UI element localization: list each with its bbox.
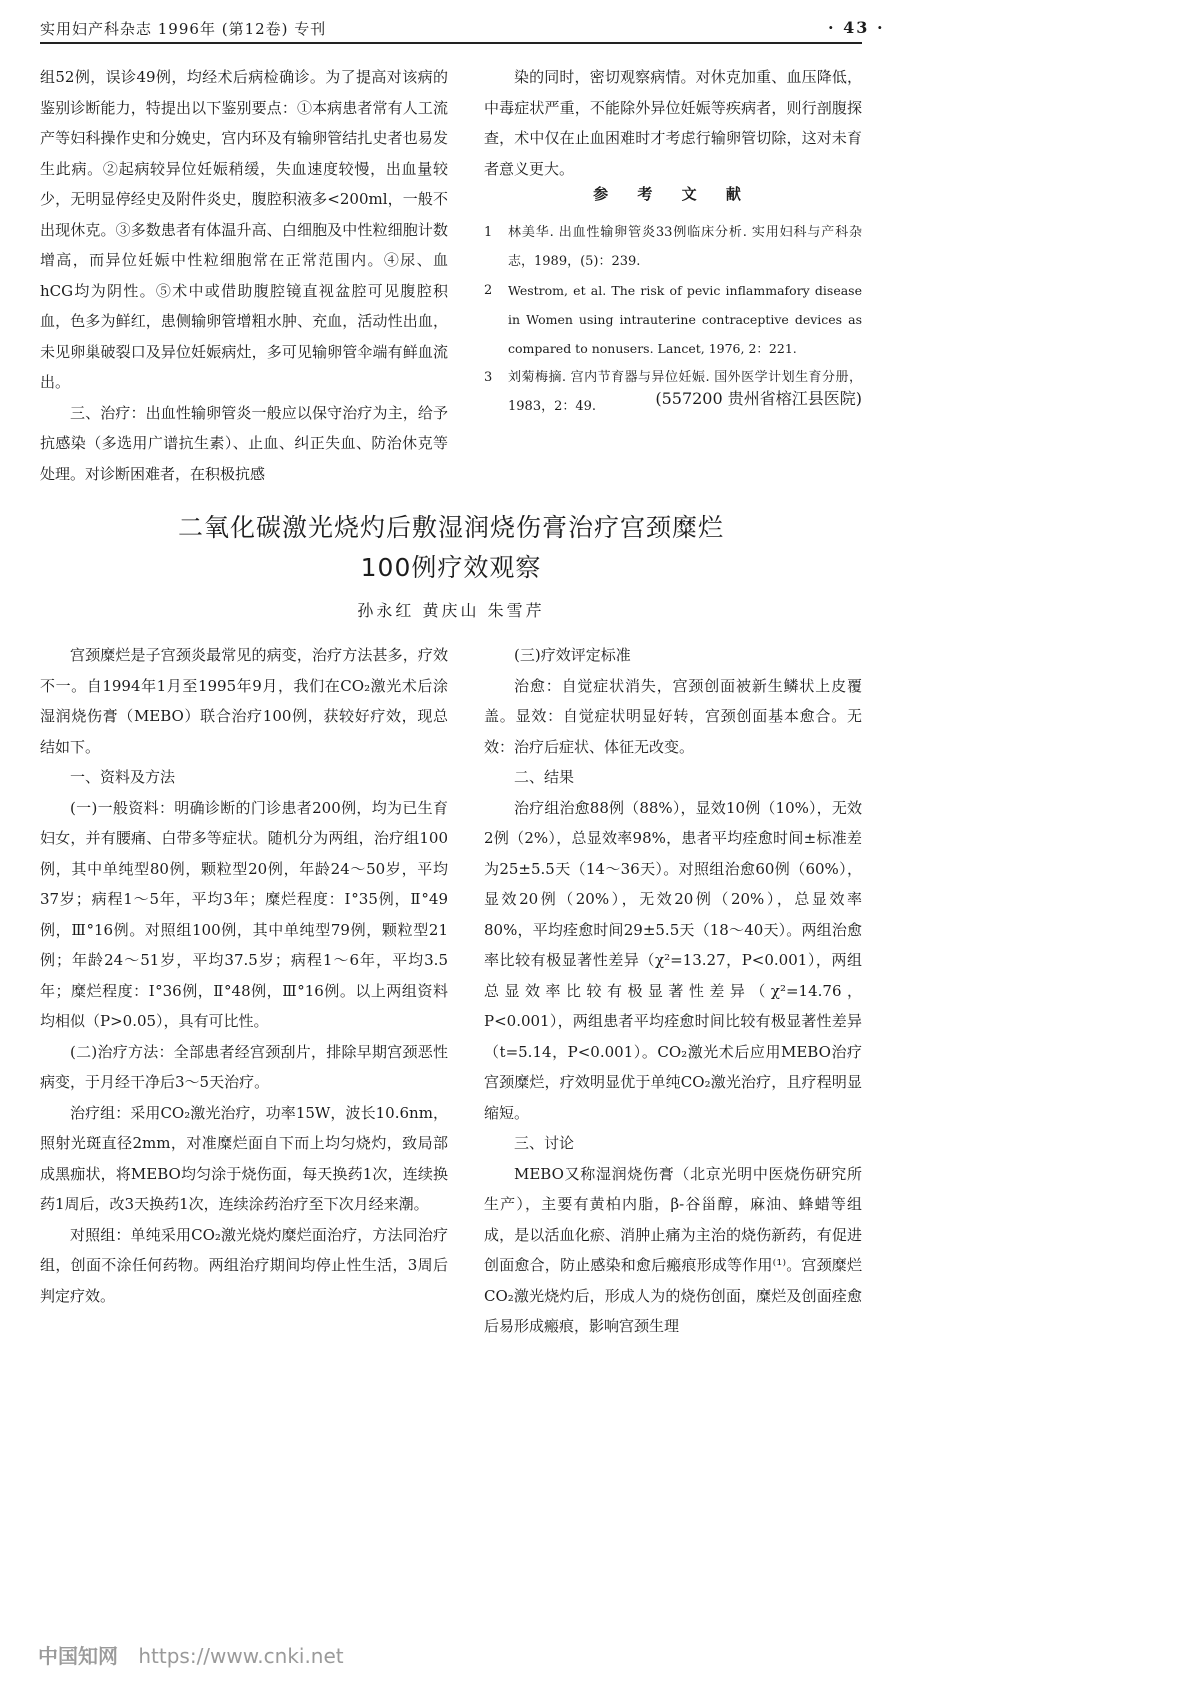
references-title: 参 考 文 献 xyxy=(593,185,753,203)
reference-number: 3 xyxy=(484,370,493,385)
article-paragraph: 治疗组治愈88例（88%），显效10例（10%），无效2例（2%），总显效率98%，患者平均痊愈时间±标准差为25±5.5天（14～36天）。对照组治愈60例（60%），显效20例（20%），无效20例（20%），总显效率80%，平均痊愈时间29±5.5天（18～40天）。两组治愈率比较有极显著性差异（χ²=13.27，P<0.001），两组总显效率比较有极显著性差异（χ²=14.76，P<0.001），两组患者平均痊愈时间比较有极显著性差异（t=5.14，P<0.001）。CO₂激光术后应用MEBO治疗宫颈糜烂，疗效明显优于单纯CO₂激光治疗，且疗程明显缩短。 xyxy=(484,798,862,1122)
article-paragraph: 对照组：单纯采用CO₂激光烧灼糜烂面治疗，方法同治疗组，创面不涂任何药物。两组治疗期间均停止性生活，3周后判定疗效。 xyxy=(40,1225,448,1305)
article-paragraph: (一)一般资料：明确诊断的门诊患者200例，均为已生育妇女，并有腰痛、白带多等症状。随机分为两组，治疗组100例，其中单纯型80例，颗粒型20例，年龄24～50岁，平均37岁；病程1～5年，平均3年；糜烂程度：Ⅰ°35例，Ⅱ°49例，Ⅲ°16例。对照组100例，其中单纯型79例，颗粒型21例；年龄24～51岁，平均37.5岁；病程1～6年，平均3.5年；糜烂程度：Ⅰ°36例，Ⅱ°48例，Ⅲ°16例。以上两组资料均相似（P>0.05），具有可比性。 xyxy=(40,798,448,1030)
footer-url[interactable]: https://www.cnki.net xyxy=(138,1644,344,1668)
article-paragraph: 治愈：自觉症状消失，宫颈创面被新生鳞状上皮覆盖。显效：自觉症状明显好转，宫颈创面基本愈合。无效：治疗后症状、体征无改变。 xyxy=(484,676,862,756)
prev-article-paragraph: 染的同时，密切观察病情。对休克加重、血压降低，中毒症状严重，不能除外异位妊娠等疾病者，则行剖腹探查，术中仅在止血困难时才考虑行输卵管切除，这对未育者意义更大。 xyxy=(484,68,862,178)
prev-article-right-column xyxy=(484,62,862,184)
article-paragraph: 三、讨论 xyxy=(514,1134,575,1152)
article-paragraph: (二)治疗方法：全部患者经宫颈刮片，排除早期宫颈恶性病变，于月经干净后3～5天治疗。 xyxy=(40,1042,448,1091)
affiliation: (557200 贵州省榕江县医院) xyxy=(655,389,862,408)
journal-header: 实用妇产科杂志 1996年 (第12卷) 专刊 xyxy=(40,20,327,38)
reference-number: 2 xyxy=(484,283,493,298)
reference-item xyxy=(484,218,862,276)
article-paragraph: (三)疗效评定标准 xyxy=(514,646,631,664)
article-paragraph: 宫颈糜烂是子宫颈炎最常见的病变，治疗方法甚多，疗效不一。自1994年1月至1995年9月，我们在CO₂激光术后涂湿润烧伤膏（MEBO）联合治疗100例，获较好疗效，现总结如下。 xyxy=(40,646,448,756)
cnki-logo-text: 中国知网 xyxy=(38,1644,118,1668)
prev-article-paragraph: 组52例，误诊49例，均经术后病检确诊。为了提高对该病的鉴别诊断能力，特提出以下鉴别要点：①本病患者常有人工流产等妇科操作史和分娩史，宫内环及有输卵管结扎史者也易发生此病。②起病较异位妊娠稍缓，失血速度较慢，出血量较少，无明显停经史及附件炎史，腹腔积液多<200ml，一般不出现休克。③多数患者有体温升高、白细胞及中性粒细胞计数增高，而异位妊娠中性粒细胞常在正常范围内。④尿、血hCG均为阴性。⑤术中或借助腹腔镜直视盆腔可见腹腔积血，色多为鲜红，患侧输卵管增粗水肿、充血，活动性出血，未见卵巢破裂口及异位妊娠病灶，多可见输卵管伞端有鲜血流出。 xyxy=(40,68,448,391)
footer-watermark xyxy=(38,1640,344,1669)
reference-text: 刘菊梅摘. 宫内节育器与异位妊娠. 国外医学计划生育分册，1983，2：49. xyxy=(508,370,862,414)
reference-text: Westrom, et al. The risk of pevic inflammafory disease in Women using intrauterine contraceptive devices as compared to nonusers. Lancet, 1976, 2：221. xyxy=(508,283,862,356)
reference-item xyxy=(484,276,862,363)
prev-article-left-column xyxy=(40,62,448,489)
article-title-line1: 二氧化碳激光烧灼后敷湿润烧伤膏治疗宫颈糜烂 xyxy=(177,513,724,542)
article-left-column xyxy=(40,640,448,1311)
article-title-line2: 100例疗效观察 xyxy=(360,553,542,582)
reference-number: 1 xyxy=(484,225,493,240)
reference-text: 林美华. 出血性输卵管炎33例临床分析. 实用妇科与产科杂志，1989，(5)：239. xyxy=(508,225,862,269)
article-authors: 孙永红 黄庆山 朱雪芹 xyxy=(357,601,545,620)
header-rule xyxy=(40,42,862,44)
prev-article-paragraph: 三、治疗：出血性输卵管炎一般应以保守治疗为主，给予抗感染（多选用广谱抗生素）、止血、纠正失血、防治休克等处理。对诊断困难者，在积极抗感 xyxy=(40,403,448,483)
article-paragraph: 二、结果 xyxy=(514,768,575,786)
article-right-column xyxy=(484,640,862,1342)
article-title xyxy=(40,508,862,588)
article-paragraph: 治疗组：采用CO₂激光治疗，功率15W，波长10.6nm，照射光斑直径2mm，对准糜烂面自下而上均匀烧灼，致局部成黑痂状，将MEBO均匀涂于烧伤面，每天换药1次，连续换药1周后，改3天换药1次，连续涂药治疗至下次月经来潮。 xyxy=(40,1103,448,1213)
article-paragraph: MEBO又称湿润烧伤膏（北京光明中医烧伤研究所生产），主要有黄柏内脂，β-谷甾醇，麻油、蜂蜡等组成，是以活血化瘀、消肿止痛为主治的烧伤新药，有促进创面愈合，防止感染和愈后瘢痕形成等作用⁽¹⁾。宫颈糜烂CO₂激光烧灼后，形成人为的烧伤创面，糜烂及创面痊愈后易形成瘢痕，影响宫颈生理 xyxy=(484,1164,862,1335)
page-number: · 43 · xyxy=(828,18,885,37)
article-paragraph: 一、资料及方法 xyxy=(70,768,176,786)
